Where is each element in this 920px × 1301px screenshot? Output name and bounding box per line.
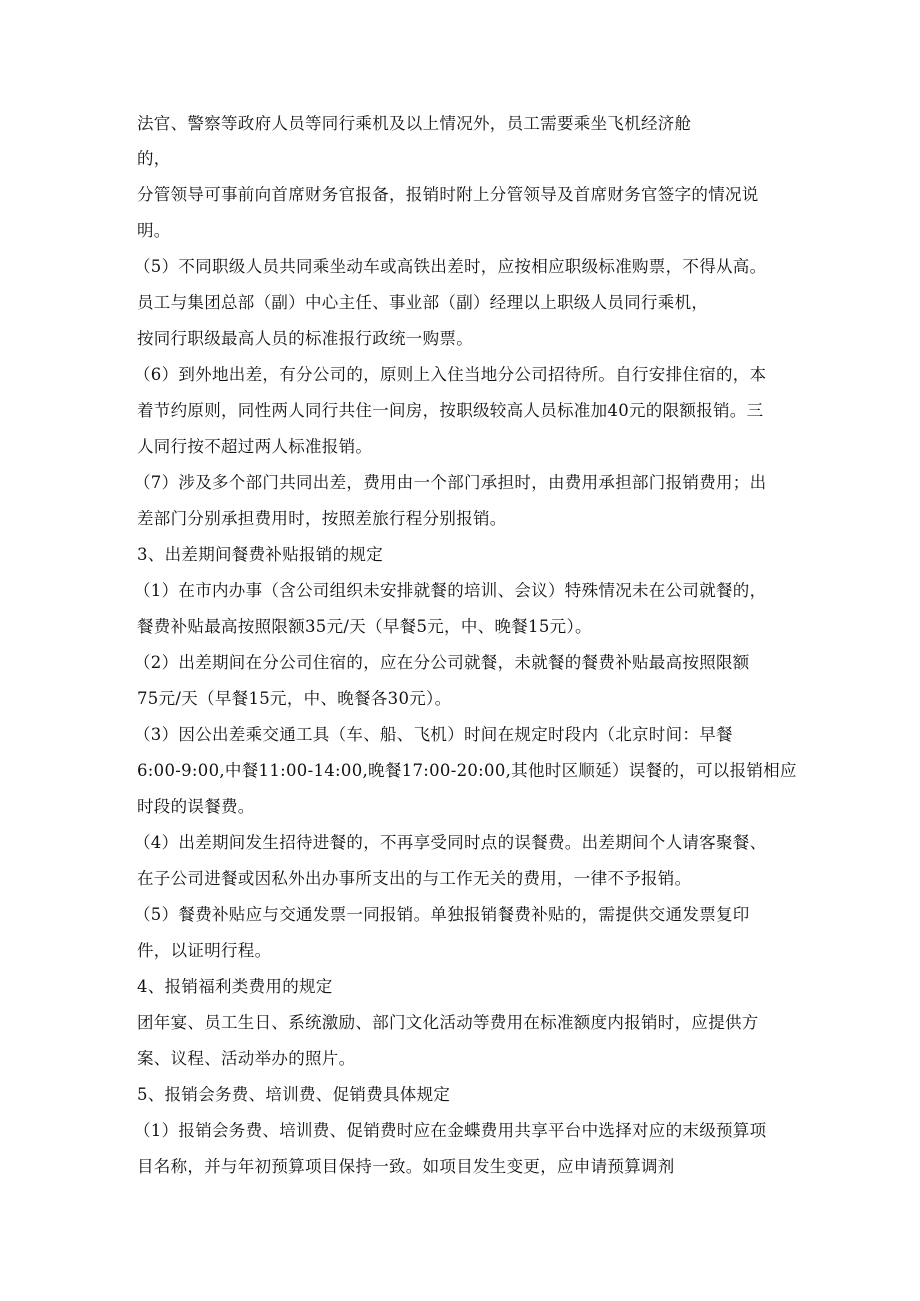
section-heading: 5、报销会务费、培训费、促销费具体规定 [137,1085,451,1104]
list-item: （1）在市内办事（含公司组织未安排就餐的培训、会议）特殊情况未在公司就餐的， [134,581,767,600]
text-line: 着节约原则，同性两人同行共住一间房，按职级较高人员标准加40元的限额报销。三 [137,401,764,420]
text-line: 案、议程、活动举办的照片。 [137,1049,356,1068]
text-line: 分管领导可事前向首席财务官报备，报销时附上分管领导及首席财务官签字的情况说 [137,185,759,204]
list-item: （4）出差期间发生招待进餐的，不再享受同时点的误餐费。出差期间个人请客聚餐、 [134,833,767,852]
list-item: （7）涉及多个部门共同出差，费用由一个部门承担时，由费用承担部门报销费用；出 [134,473,767,492]
text-line: 目名称，并与年初预算项目保持一致。如项目发生变更，应申请预算调剂 [137,1157,675,1176]
text-line: 明。 [137,221,171,240]
list-item: （1）报销会务费、培训费、促销费时应在金蝶费用共享平台中选择对应的末级预算项 [134,1121,767,1140]
text-line: 75元/天（早餐15元，中、晚餐各30元）。 [137,689,452,708]
text-line: 件，以证明行程。 [137,941,272,960]
list-item: （5）餐费补贴应与交通发票一同报销。单独报销餐费补贴的，需提供交通发票复印 [134,905,750,924]
list-item: （6）到外地出差，有分公司的，原则上入住当地分公司招待所。自行安排住宿的，本 [134,365,767,384]
text-line: 团年宴、员工生日、系统激励、部门文化活动等费用在标准额度内报销时，应提供方 [137,1013,759,1032]
text-line: 按同行职级最高人员的标准报行政统一购票。 [137,329,473,348]
section-heading: 4、报销福利类费用的规定 [137,977,333,996]
text-line: 员工与集团总部（副）中心主任、事业部（副）经理以上职级人员同行乘机， [137,293,709,312]
list-item: （2）出差期间在分公司住宿的，应在分公司就餐，未就餐的餐费补贴最高按照限额 [134,653,750,672]
text-line: 法官、警察等政府人员等同行乘机及以上情况外，员工需要乘坐飞机经济舱 [137,114,692,133]
text-line: 差部门分别承担费用时，按照差旅行程分别报销。 [137,509,507,528]
list-item: （3）因公出差乘交通工具（车、船、飞机）时间在规定时段内（北京时间：早餐 [134,725,733,744]
text-line: 餐费补贴最高按照限额35元/天（早餐5元，中、晚餐15元）。 [137,617,592,636]
text-line: 的， [137,149,171,168]
list-item: （5）不同职级人员共同乘坐动车或高铁出差时，应按相应职级标准购票，不得从高。 [134,257,767,276]
text-line: 时段的误餐费。 [137,797,255,816]
text-line: 在子公司进餐或因私外出办事所支出的与工作无关的费用，一律不予报销。 [137,869,692,888]
text-line: 6:00-9:00,中餐11:00-14:00,晚餐17:00-20:00,其他时区顺延）误餐的，可以报销相应 [137,761,797,780]
section-heading: 3、出差期间餐费补贴报销的规定 [137,545,383,564]
text-line: 人同行按不超过两人标准报销。 [137,437,373,456]
